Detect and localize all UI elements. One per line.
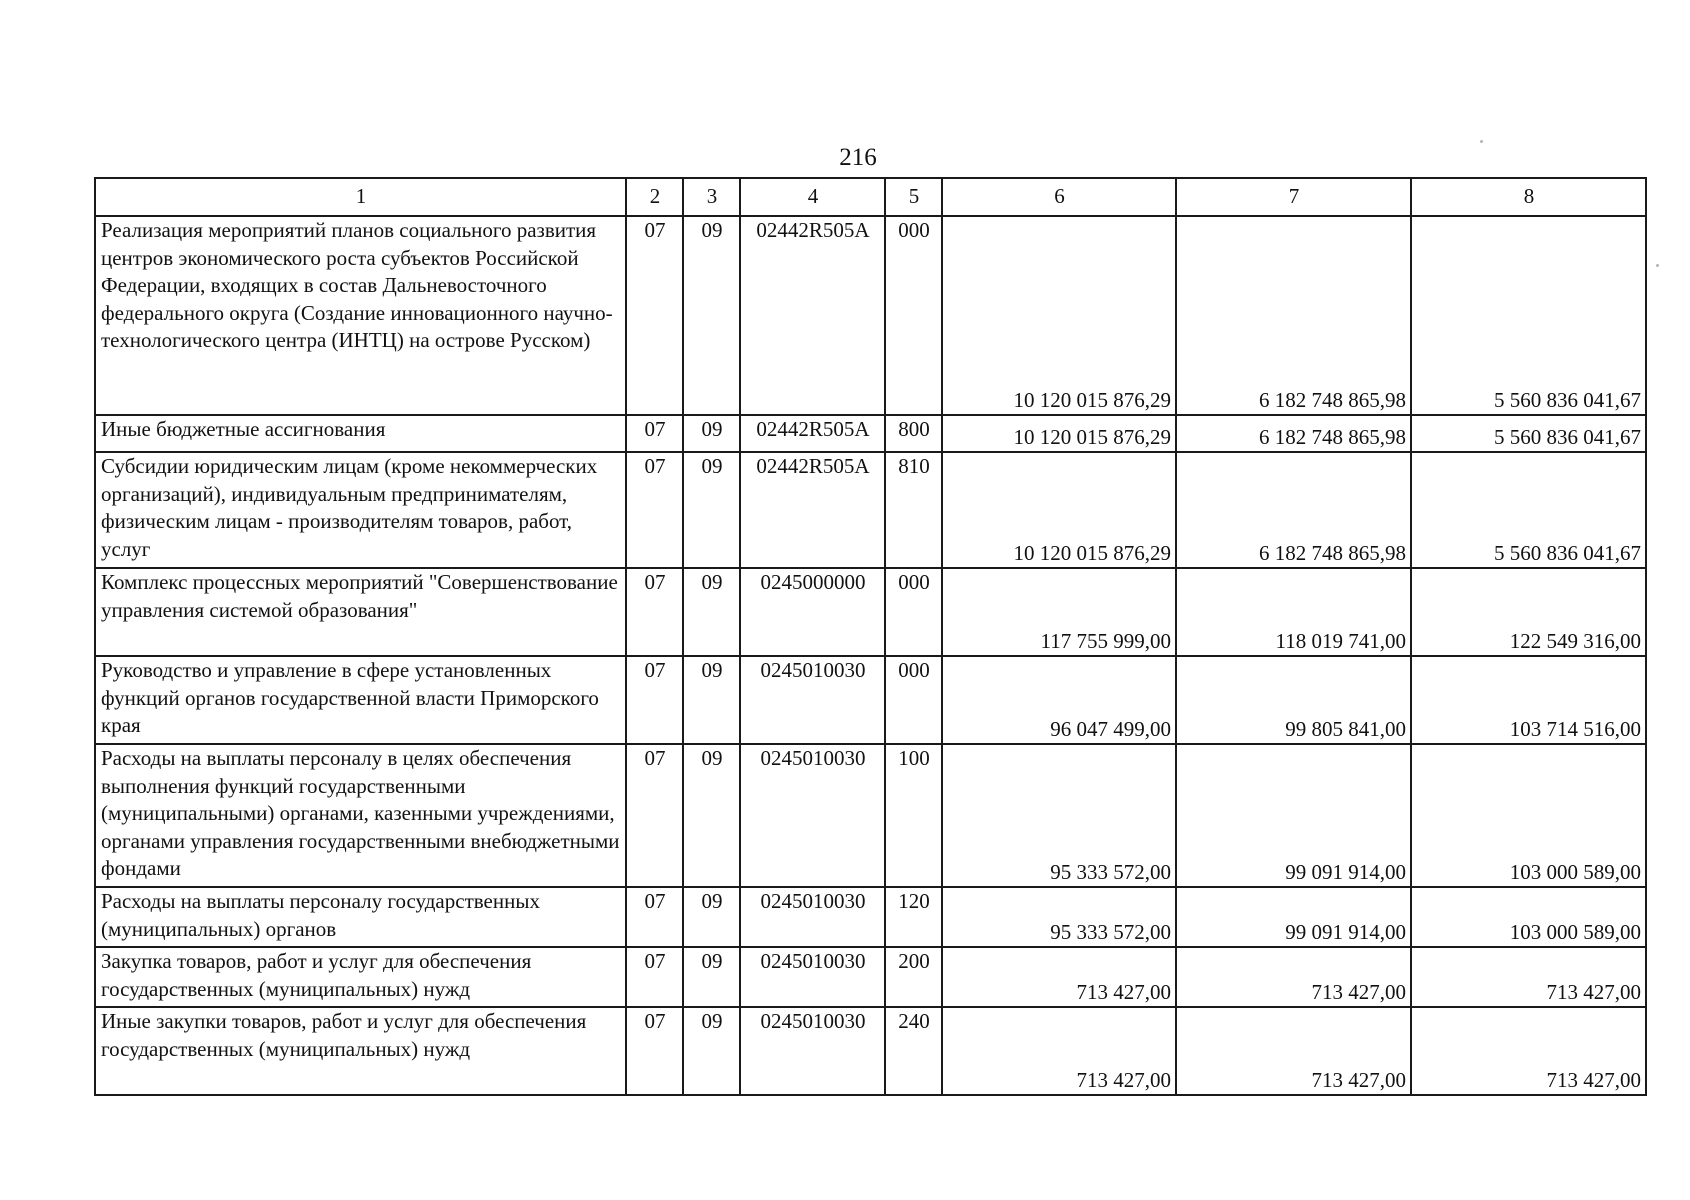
subsection-code: 09 [683, 656, 740, 744]
column-header: 8 [1411, 178, 1646, 216]
table-header-row [95, 178, 1646, 216]
expense-type-code: 120 [885, 887, 942, 947]
amount-col-7: 99 805 841,00 [1176, 656, 1411, 744]
section-code: 07 [626, 887, 683, 947]
budget-table [94, 177, 1647, 1096]
subsection-code: 09 [683, 568, 740, 656]
amount-col-8: 103 714 516,00 [1411, 656, 1646, 744]
row-name: Расходы на выплаты персоналу в целях обеспечения выполнения функций государственными (муниципальными) органами, казенными учреждениями, органами управления государственными внебюджетными фондами [95, 744, 626, 887]
amount-col-7: 6 182 748 865,98 [1176, 452, 1411, 568]
target-article-code: 02442R505A [740, 452, 885, 568]
subsection-code: 09 [683, 452, 740, 568]
row-name: Закупка товаров, работ и услуг для обеспечения государственных (муниципальных) нужд [95, 947, 626, 1007]
table-row [95, 216, 1646, 415]
expense-type-code: 000 [885, 216, 942, 415]
row-name: Субсидии юридическим лицам (кроме некоммерческих организаций), индивидуальным предпринимателям, физическим лицам - производителям товаров, работ, услуг [95, 452, 626, 568]
amount-col-7: 6 182 748 865,98 [1176, 415, 1411, 452]
amount-col-6: 10 120 015 876,29 [942, 415, 1176, 452]
amount-col-8: 5 560 836 041,67 [1411, 452, 1646, 568]
section-code: 07 [626, 947, 683, 1007]
row-name: Иные бюджетные ассигнования [95, 415, 626, 452]
target-article-code: 02442R505A [740, 415, 885, 452]
scan-speck [1656, 264, 1659, 267]
row-name: Иные закупки товаров, работ и услуг для обеспечения государственных (муниципальных) нужд [95, 1007, 626, 1095]
subsection-code: 09 [683, 415, 740, 452]
section-code: 07 [626, 656, 683, 744]
subsection-code: 09 [683, 947, 740, 1007]
amount-col-7: 118 019 741,00 [1176, 568, 1411, 656]
amount-col-6: 713 427,00 [942, 1007, 1176, 1095]
amount-col-8: 713 427,00 [1411, 947, 1646, 1007]
section-code: 07 [626, 415, 683, 452]
table-row [95, 452, 1646, 568]
expense-type-code: 100 [885, 744, 942, 887]
target-article-code: 0245010030 [740, 887, 885, 947]
amount-col-6: 95 333 572,00 [942, 744, 1176, 887]
amount-col-8: 5 560 836 041,67 [1411, 216, 1646, 415]
section-code: 07 [626, 568, 683, 656]
amount-col-6: 10 120 015 876,29 [942, 452, 1176, 568]
expense-type-code: 000 [885, 568, 942, 656]
target-article-code: 0245010030 [740, 744, 885, 887]
row-name: Реализация мероприятий планов социального развития центров экономического роста субъектов Российской Федерации, входящих в состав Дальневосточного федерального округа (Создание инновационного научно-технологического центра (ИНТЦ) на острове Русском) [95, 216, 626, 415]
section-code: 07 [626, 452, 683, 568]
subsection-code: 09 [683, 887, 740, 947]
table-row [95, 1007, 1646, 1095]
subsection-code: 09 [683, 1007, 740, 1095]
subsection-code: 09 [683, 216, 740, 415]
table-row [95, 744, 1646, 887]
amount-col-6: 96 047 499,00 [942, 656, 1176, 744]
section-code: 07 [626, 1007, 683, 1095]
amount-col-6: 713 427,00 [942, 947, 1176, 1007]
amount-col-8: 103 000 589,00 [1411, 887, 1646, 947]
column-header: 7 [1176, 178, 1411, 216]
target-article-code: 0245010030 [740, 656, 885, 744]
amount-col-6: 117 755 999,00 [942, 568, 1176, 656]
expense-type-code: 200 [885, 947, 942, 1007]
target-article-code: 02442R505A [740, 216, 885, 415]
target-article-code: 0245010030 [740, 947, 885, 1007]
amount-col-8: 5 560 836 041,67 [1411, 415, 1646, 452]
amount-col-8: 122 549 316,00 [1411, 568, 1646, 656]
column-header: 3 [683, 178, 740, 216]
amount-col-8: 103 000 589,00 [1411, 744, 1646, 887]
column-header: 4 [740, 178, 885, 216]
column-header: 1 [95, 178, 626, 216]
expense-type-code: 810 [885, 452, 942, 568]
row-name: Расходы на выплаты персоналу государственных (муниципальных) органов [95, 887, 626, 947]
table-row [95, 656, 1646, 744]
expense-type-code: 800 [885, 415, 942, 452]
table-row [95, 947, 1646, 1007]
section-code: 07 [626, 744, 683, 887]
amount-col-8: 713 427,00 [1411, 1007, 1646, 1095]
page-number: 216 [839, 144, 877, 171]
amount-col-7: 99 091 914,00 [1176, 744, 1411, 887]
amount-col-6: 95 333 572,00 [942, 887, 1176, 947]
amount-col-7: 6 182 748 865,98 [1176, 216, 1411, 415]
expense-type-code: 240 [885, 1007, 942, 1095]
target-article-code: 0245010030 [740, 1007, 885, 1095]
table-row [95, 415, 1646, 452]
expense-type-code: 000 [885, 656, 942, 744]
subsection-code: 09 [683, 744, 740, 887]
amount-col-7: 99 091 914,00 [1176, 887, 1411, 947]
table-row [95, 568, 1646, 656]
column-header: 5 [885, 178, 942, 216]
amount-col-6: 10 120 015 876,29 [942, 216, 1176, 415]
target-article-code: 0245000000 [740, 568, 885, 656]
section-code: 07 [626, 216, 683, 415]
row-name: Руководство и управление в сфере установленных функций органов государственной власти Приморского края [95, 656, 626, 744]
amount-col-7: 713 427,00 [1176, 1007, 1411, 1095]
row-name: Комплекс процессных мероприятий "Совершенствование управления системой образования" [95, 568, 626, 656]
scan-speck [1480, 140, 1483, 143]
column-header: 6 [942, 178, 1176, 216]
table-row [95, 887, 1646, 947]
column-header: 2 [626, 178, 683, 216]
amount-col-7: 713 427,00 [1176, 947, 1411, 1007]
